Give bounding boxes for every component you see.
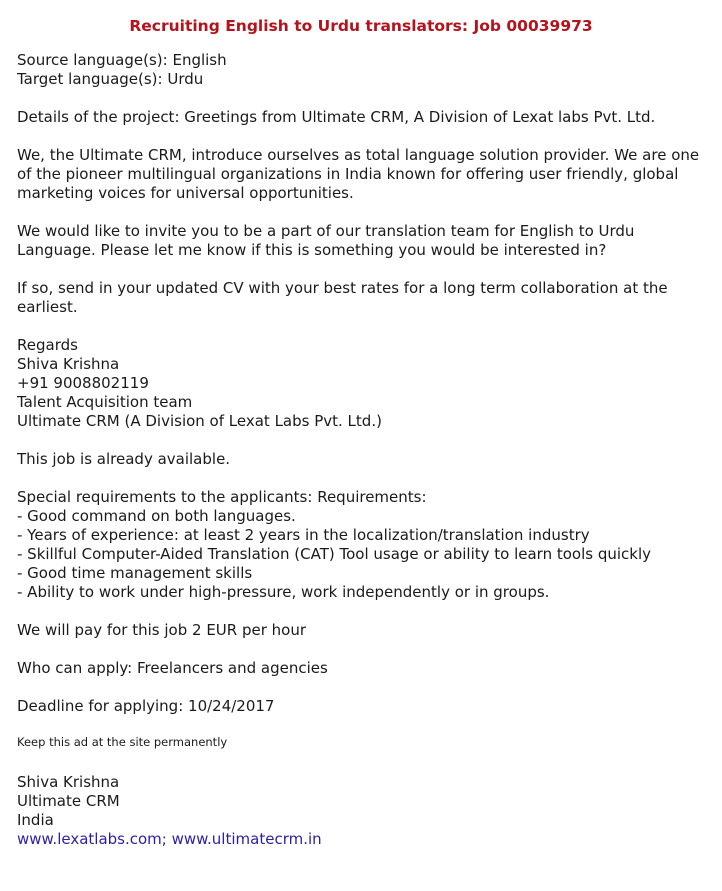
requirement-item: - Good time management skills bbox=[17, 564, 253, 582]
who-can-apply: Who can apply: Freelancers and agencies bbox=[17, 659, 328, 677]
signature-company: Ultimate CRM (A Division of Lexat Labs Pvt. Ltd.) bbox=[17, 412, 382, 430]
lexatlabs-link[interactable]: www.lexatlabs.com bbox=[17, 830, 162, 848]
requirement-item: - Skillful Computer-Aided Translation (CAT) Tool usage or ability to learn tools quickly bbox=[17, 545, 652, 563]
footer-country: India bbox=[17, 811, 54, 829]
cv-request: If so, send in your updated CV with your best rates for a long term collaboration at the earliest. bbox=[17, 279, 668, 316]
job-title: Recruiting English to Urdu translators: Job 00039973 bbox=[129, 17, 593, 35]
pay-rate: We will pay for this job 2 EUR per hour bbox=[17, 621, 307, 639]
availability-status: This job is already available. bbox=[17, 450, 231, 468]
requirements-block bbox=[17, 488, 705, 602]
invitation: We would like to invite you to be a part of our translation team for English to Urdu Language. Please let me know if this is something you would be interested in? bbox=[17, 222, 635, 259]
project-details: Details of the project: Greetings from Ultimate CRM, A Division of Lexat labs Pvt. Ltd. bbox=[17, 108, 656, 126]
deadline: Deadline for applying: 10/24/2017 bbox=[17, 697, 275, 715]
requirement-item: - Years of experience: at least 2 years in the localization/translation industry bbox=[17, 526, 590, 544]
link-separator: ; bbox=[161, 830, 172, 848]
footer-contact bbox=[17, 773, 705, 849]
signature-block bbox=[17, 336, 705, 431]
languages-block bbox=[17, 51, 705, 89]
source-language: Source language(s): English bbox=[17, 51, 227, 69]
signature-name: Shiva Krishna bbox=[17, 355, 120, 373]
requirements-heading: Special requirements to the applicants: Requirements: bbox=[17, 488, 427, 506]
job-body bbox=[17, 51, 705, 849]
target-language: Target language(s): Urdu bbox=[17, 70, 204, 88]
signature-team: Talent Acquisition team bbox=[17, 393, 193, 411]
signature-phone: +91 9008802119 bbox=[17, 374, 149, 392]
requirement-item: - Ability to work under high-pressure, work independently or in groups. bbox=[17, 583, 550, 601]
keep-ad-note: Keep this ad at the site permanently bbox=[17, 735, 228, 749]
footer-company: Ultimate CRM bbox=[17, 792, 120, 810]
signature-regards: Regards bbox=[17, 336, 78, 354]
footer-name: Shiva Krishna bbox=[17, 773, 120, 791]
ultimatecrm-link[interactable]: www.ultimatecrm.in bbox=[171, 830, 322, 848]
requirement-item: - Good command on both languages. bbox=[17, 507, 296, 525]
footer-links bbox=[17, 830, 705, 849]
company-intro: We, the Ultimate CRM, introduce ourselves as total language solution provider. We are one of the pioneer multilingual organizations in India known for offering user friendly, global marketing voices for universal opportunities. bbox=[17, 146, 700, 202]
